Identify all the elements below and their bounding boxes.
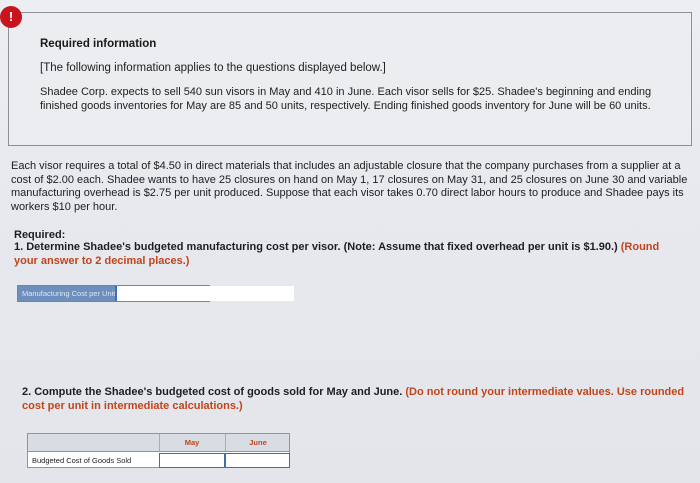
cogs-june-input[interactable] [225,453,290,468]
manufacturing-cost-row [17,285,210,302]
column-header-may: May [184,438,200,447]
cogs-row-label: Budgeted Cost of Goods Sold [32,456,132,465]
alert-icon: ! [0,6,22,28]
question-1-hint: (Round your answer to 2 decimal places.) [14,241,660,267]
required-label: Required: [14,229,66,241]
manufacturing-cost-label: Manufacturing Cost per Unit [18,286,115,301]
cogs-table [27,433,290,468]
question-2 [22,386,692,413]
question-2-hint: (Do not round your intermediate values. Use rounded cost per unit in intermediate calculations.) [22,386,685,412]
question-1 [14,241,684,268]
info-body: Shadee Corp. expects to sell 540 sun visors in May and 410 in June. Each visor sells for $25. Shadee's beginning and ending finished goods inventories for May are 85 and 50 units, respectively. Ending finished goods inventory for June will be 60 units. [40,86,652,112]
manufacturing-cost-input[interactable] [115,286,294,301]
cogs-table-header [28,434,289,451]
column-header-june: June [249,438,267,447]
question-2-text: 2. Compute the Shadee's budgeted cost of goods sold for May and June. [22,386,403,398]
problem-details: Each visor requires a total of $4.50 in direct materials that includes an adjustable closure that the company purchases from a supplier at a cost of $2.00 each. Shadee wants to have 25 closures on hand on May 1, 17 closures on May 31, and 25 closures on June 30 and variable manufacturing overhead is $2.75 per unit produced. Suppose that each visor takes 0.70 direct labor hours to produce and Shadee pays its workers $10 per hour. [11,160,688,213]
info-note: [The following information applies to the questions displayed below.] [40,62,386,74]
table-row [28,451,289,468]
required-information-panel [8,12,692,146]
info-title: Required information [40,38,157,50]
question-1-text: 1. Determine Shadee's budgeted manufacturing cost per visor. (Note: Assume that fixed overhead per unit is $1.90.) [14,241,618,253]
cogs-may-input[interactable] [159,453,225,468]
